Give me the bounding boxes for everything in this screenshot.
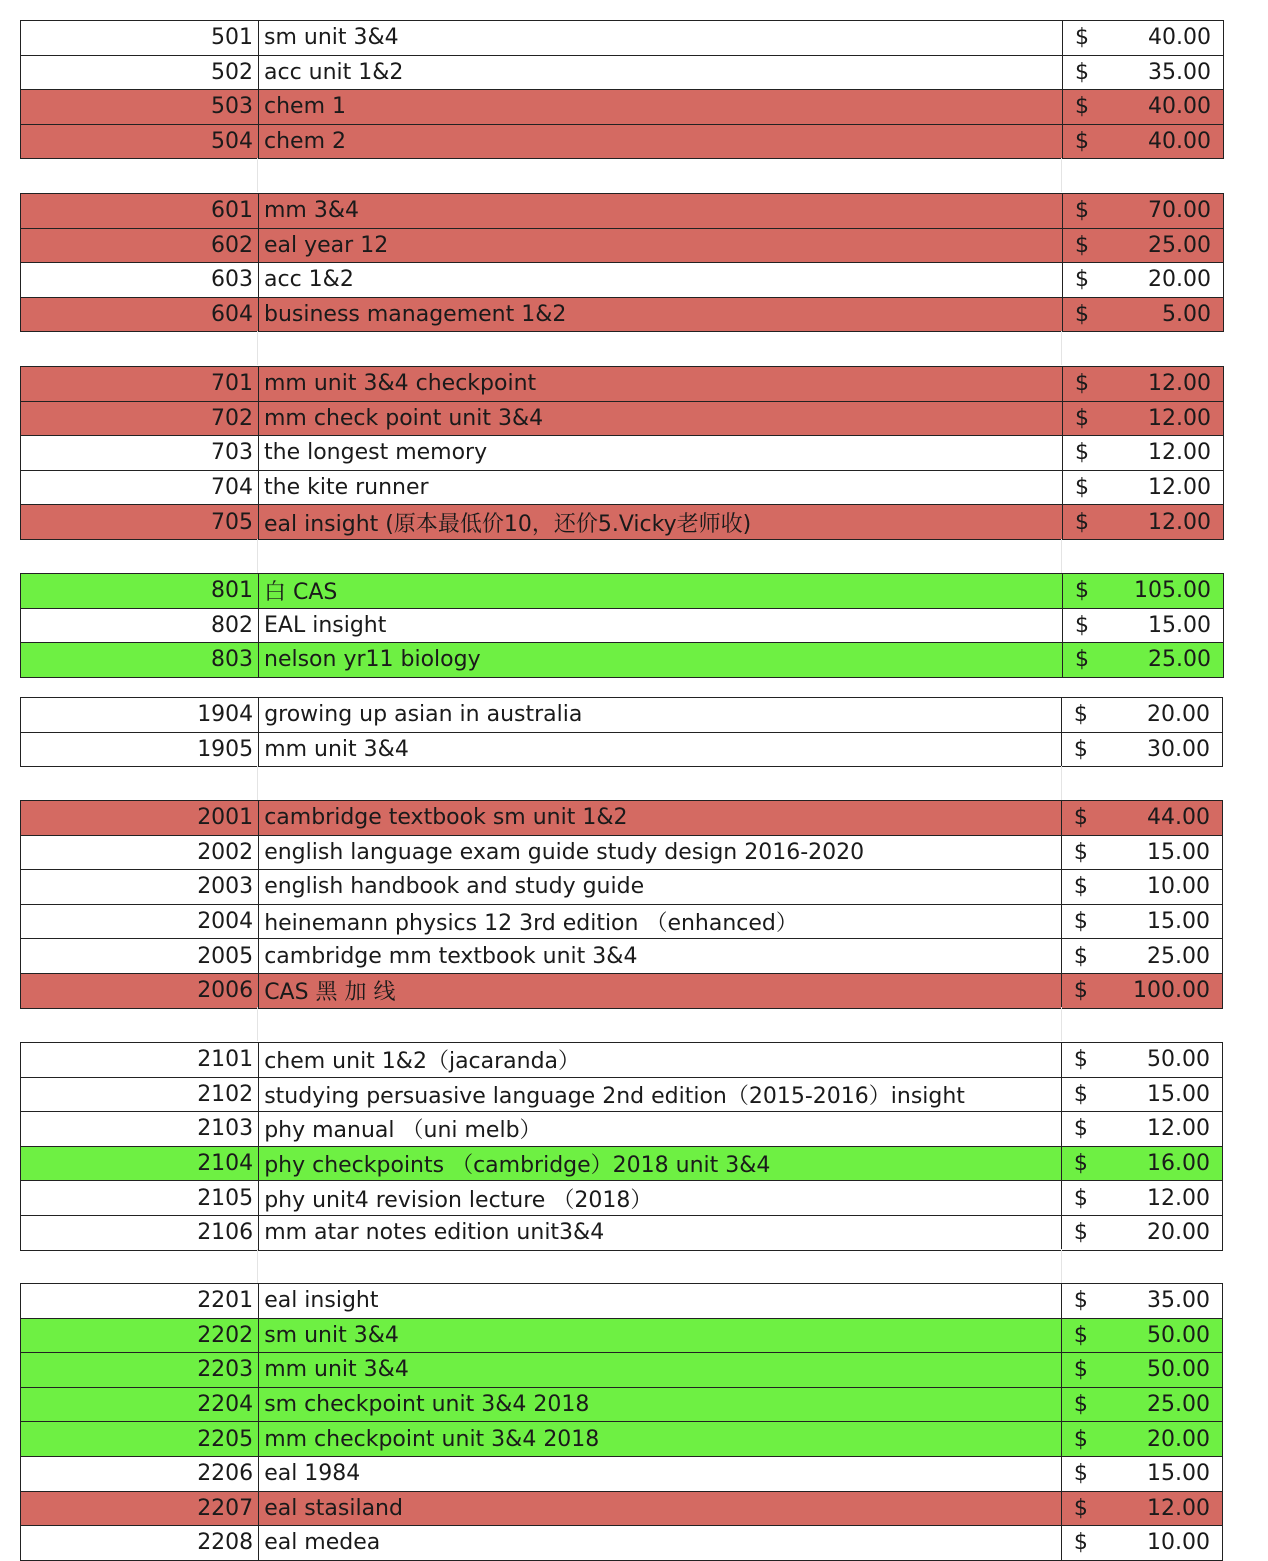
item-name: business management 1&2 bbox=[259, 297, 1063, 332]
item-name: heinemann physics 12 3rd edition （enhanced） bbox=[259, 904, 1062, 939]
item-number: 2203 bbox=[21, 1353, 259, 1388]
item-name: mm atar notes edition unit3&4 bbox=[259, 1215, 1062, 1250]
item-price: 35.00 bbox=[1117, 1284, 1222, 1319]
item-number: 2105 bbox=[21, 1181, 259, 1216]
table-row bbox=[21, 835, 1223, 870]
item-price: 35.00 bbox=[1119, 55, 1224, 90]
currency-symbol: $ bbox=[1061, 1284, 1117, 1319]
currency-symbol: $ bbox=[1061, 1422, 1117, 1457]
table-row bbox=[21, 1043, 1223, 1078]
item-number: 802 bbox=[21, 608, 259, 643]
item-name: mm 3&4 bbox=[259, 194, 1063, 229]
table-row bbox=[21, 1181, 1223, 1216]
item-number: 2206 bbox=[21, 1456, 259, 1491]
table-row bbox=[21, 436, 1224, 471]
spacer-row bbox=[20, 766, 1223, 800]
item-price: 12.00 bbox=[1119, 436, 1224, 471]
item-number: 1904 bbox=[21, 698, 259, 733]
item-number: 2004 bbox=[21, 904, 259, 939]
item-name: chem 1 bbox=[259, 90, 1063, 125]
item-number: 2104 bbox=[21, 1146, 259, 1181]
item-price: 25.00 bbox=[1117, 939, 1222, 974]
currency-symbol: $ bbox=[1063, 297, 1119, 332]
item-name: nelson yr11 biology bbox=[259, 643, 1063, 678]
currency-symbol: $ bbox=[1063, 505, 1119, 540]
table-row bbox=[21, 1284, 1223, 1319]
item-name: eal 1984 bbox=[259, 1456, 1062, 1491]
item-name: chem unit 1&2（jacaranda） bbox=[259, 1043, 1062, 1078]
item-number: 705 bbox=[21, 505, 259, 540]
table-row bbox=[21, 1491, 1223, 1526]
item-number: 2205 bbox=[21, 1422, 259, 1457]
table-row bbox=[21, 973, 1223, 1008]
item-name: the longest memory bbox=[259, 436, 1063, 471]
item-name: acc 1&2 bbox=[259, 263, 1063, 298]
item-name: cambridge textbook sm unit 1&2 bbox=[259, 801, 1062, 836]
item-price: 15.00 bbox=[1119, 608, 1224, 643]
table-row bbox=[21, 1422, 1223, 1457]
currency-symbol: $ bbox=[1061, 1318, 1117, 1353]
item-price: 50.00 bbox=[1117, 1043, 1222, 1078]
item-name: phy manual （uni melb） bbox=[259, 1112, 1062, 1147]
item-name: acc unit 1&2 bbox=[259, 55, 1063, 90]
item-number: 2005 bbox=[21, 939, 259, 974]
currency-symbol: $ bbox=[1063, 470, 1119, 505]
item-price: 20.00 bbox=[1117, 1215, 1222, 1250]
item-number: 2207 bbox=[21, 1491, 259, 1526]
item-name: english handbook and study guide bbox=[259, 870, 1062, 905]
item-number: 2208 bbox=[21, 1526, 259, 1561]
item-price: 12.00 bbox=[1119, 401, 1224, 436]
table-row bbox=[21, 1387, 1223, 1422]
item-price: 100.00 bbox=[1117, 973, 1222, 1008]
item-number: 502 bbox=[21, 55, 259, 90]
table-row bbox=[21, 732, 1223, 767]
spacer-row bbox=[20, 539, 1223, 573]
currency-symbol: $ bbox=[1061, 835, 1117, 870]
currency-symbol: $ bbox=[1061, 801, 1117, 836]
item-number: 801 bbox=[21, 574, 259, 609]
currency-symbol: $ bbox=[1063, 228, 1119, 263]
table-row bbox=[21, 401, 1224, 436]
currency-symbol: $ bbox=[1061, 973, 1117, 1008]
item-name: eal insight (原本最低价10，还价5.Vicky老师收) bbox=[259, 505, 1063, 540]
table-group-800 bbox=[20, 573, 1224, 678]
table-row bbox=[21, 194, 1224, 229]
item-price: 16.00 bbox=[1117, 1146, 1222, 1181]
currency-symbol: $ bbox=[1061, 1456, 1117, 1491]
item-name: studying persuasive language 2nd edition（2015-2016）insight bbox=[259, 1077, 1062, 1112]
currency-symbol: $ bbox=[1063, 367, 1119, 402]
item-number: 2106 bbox=[21, 1215, 259, 1250]
table-row bbox=[21, 574, 1224, 609]
table-row bbox=[21, 1353, 1223, 1388]
currency-symbol: $ bbox=[1063, 643, 1119, 678]
table-group-700 bbox=[20, 366, 1224, 540]
currency-symbol: $ bbox=[1063, 401, 1119, 436]
item-number: 504 bbox=[21, 124, 259, 159]
currency-symbol: $ bbox=[1061, 1491, 1117, 1526]
item-name: mm check point unit 3&4 bbox=[259, 401, 1063, 436]
table-group-2200 bbox=[20, 1283, 1223, 1561]
currency-symbol: $ bbox=[1061, 870, 1117, 905]
currency-symbol: $ bbox=[1061, 1146, 1117, 1181]
table-row bbox=[21, 801, 1223, 836]
item-name: CAS 黑 加 线 bbox=[259, 973, 1062, 1008]
item-number: 1905 bbox=[21, 732, 259, 767]
item-number: 604 bbox=[21, 297, 259, 332]
spacer-row bbox=[20, 1007, 1223, 1041]
item-price: 105.00 bbox=[1119, 574, 1224, 609]
table-row bbox=[21, 643, 1224, 678]
currency-symbol: $ bbox=[1061, 1353, 1117, 1388]
item-name: mm unit 3&4 bbox=[259, 1353, 1062, 1388]
table-row bbox=[21, 90, 1224, 125]
item-name: sm checkpoint unit 3&4 2018 bbox=[259, 1387, 1062, 1422]
item-number: 2102 bbox=[21, 1077, 259, 1112]
item-name: eal year 12 bbox=[259, 228, 1063, 263]
table-row bbox=[21, 939, 1223, 974]
currency-symbol: $ bbox=[1061, 939, 1117, 974]
item-price: 40.00 bbox=[1119, 21, 1224, 56]
currency-symbol: $ bbox=[1061, 1077, 1117, 1112]
item-number: 2101 bbox=[21, 1043, 259, 1078]
table-row bbox=[21, 1215, 1223, 1250]
item-price: 5.00 bbox=[1119, 297, 1224, 332]
item-price: 20.00 bbox=[1117, 698, 1222, 733]
item-number: 601 bbox=[21, 194, 259, 229]
currency-symbol: $ bbox=[1063, 124, 1119, 159]
currency-symbol: $ bbox=[1063, 608, 1119, 643]
item-number: 503 bbox=[21, 90, 259, 125]
table-row bbox=[21, 698, 1223, 733]
item-number: 704 bbox=[21, 470, 259, 505]
item-price: 50.00 bbox=[1117, 1318, 1222, 1353]
item-price: 10.00 bbox=[1117, 1526, 1222, 1561]
item-price: 12.00 bbox=[1119, 367, 1224, 402]
item-price: 15.00 bbox=[1117, 1456, 1222, 1491]
table-row bbox=[21, 1146, 1223, 1181]
table-group-2100 bbox=[20, 1042, 1223, 1251]
table-row bbox=[21, 124, 1224, 159]
item-number: 703 bbox=[21, 436, 259, 471]
table-row bbox=[21, 1526, 1223, 1561]
currency-symbol: $ bbox=[1061, 1215, 1117, 1250]
item-number: 2103 bbox=[21, 1112, 259, 1147]
item-price: 12.00 bbox=[1119, 470, 1224, 505]
currency-symbol: $ bbox=[1061, 1112, 1117, 1147]
item-number: 2202 bbox=[21, 1318, 259, 1353]
table-row bbox=[21, 1112, 1223, 1147]
item-price: 40.00 bbox=[1119, 124, 1224, 159]
currency-symbol: $ bbox=[1063, 194, 1119, 229]
table-row bbox=[21, 505, 1224, 540]
currency-symbol: $ bbox=[1061, 1387, 1117, 1422]
item-number: 2002 bbox=[21, 835, 259, 870]
table-row bbox=[21, 297, 1224, 332]
item-number: 2201 bbox=[21, 1284, 259, 1319]
currency-symbol: $ bbox=[1061, 1181, 1117, 1216]
table-row bbox=[21, 1456, 1223, 1491]
table-row bbox=[21, 21, 1224, 56]
currency-symbol: $ bbox=[1063, 263, 1119, 298]
item-price: 30.00 bbox=[1117, 732, 1222, 767]
item-number: 803 bbox=[21, 643, 259, 678]
table-group-600 bbox=[20, 193, 1224, 332]
item-name: eal medea bbox=[259, 1526, 1062, 1561]
item-number: 702 bbox=[21, 401, 259, 436]
item-name: phy checkpoints （cambridge）2018 unit 3&4 bbox=[259, 1146, 1062, 1181]
item-price: 20.00 bbox=[1119, 263, 1224, 298]
spacer-row bbox=[20, 331, 1223, 365]
item-price: 70.00 bbox=[1119, 194, 1224, 229]
item-price: 12.00 bbox=[1117, 1112, 1222, 1147]
table-row bbox=[21, 1318, 1223, 1353]
item-name: eal stasiland bbox=[259, 1491, 1062, 1526]
table-group-1900 bbox=[20, 697, 1223, 767]
currency-symbol: $ bbox=[1063, 21, 1119, 56]
currency-symbol: $ bbox=[1063, 436, 1119, 471]
item-name: mm unit 3&4 bbox=[259, 732, 1062, 767]
currency-symbol: $ bbox=[1061, 698, 1117, 733]
table-row bbox=[21, 263, 1224, 298]
item-name: cambridge mm textbook unit 3&4 bbox=[259, 939, 1062, 974]
currency-symbol: $ bbox=[1061, 1526, 1117, 1561]
table-row bbox=[21, 470, 1224, 505]
item-name: chem 2 bbox=[259, 124, 1063, 159]
item-price: 50.00 bbox=[1117, 1353, 1222, 1388]
table-row bbox=[21, 1077, 1223, 1112]
spacer-row bbox=[20, 158, 1223, 192]
item-name: phy unit4 revision lecture （2018） bbox=[259, 1181, 1062, 1216]
table-row bbox=[21, 55, 1224, 90]
item-price: 12.00 bbox=[1117, 1181, 1222, 1216]
item-number: 2003 bbox=[21, 870, 259, 905]
table-group-500 bbox=[20, 20, 1224, 159]
item-name: eal insight bbox=[259, 1284, 1062, 1319]
item-number: 2204 bbox=[21, 1387, 259, 1422]
item-price: 44.00 bbox=[1117, 801, 1222, 836]
item-number: 602 bbox=[21, 228, 259, 263]
currency-symbol: $ bbox=[1063, 574, 1119, 609]
currency-symbol: $ bbox=[1061, 904, 1117, 939]
item-name: mm unit 3&4 checkpoint bbox=[259, 367, 1063, 402]
item-price: 15.00 bbox=[1117, 835, 1222, 870]
item-name: growing up asian in australia bbox=[259, 698, 1062, 733]
table-row bbox=[21, 367, 1224, 402]
item-name: the kite runner bbox=[259, 470, 1063, 505]
item-price: 25.00 bbox=[1119, 228, 1224, 263]
item-price: 12.00 bbox=[1117, 1491, 1222, 1526]
item-price: 15.00 bbox=[1117, 1077, 1222, 1112]
item-number: 2001 bbox=[21, 801, 259, 836]
currency-symbol: $ bbox=[1063, 90, 1119, 125]
item-number: 701 bbox=[21, 367, 259, 402]
item-price: 15.00 bbox=[1117, 904, 1222, 939]
item-price: 25.00 bbox=[1117, 1387, 1222, 1422]
table-row bbox=[21, 228, 1224, 263]
item-number: 2006 bbox=[21, 973, 259, 1008]
item-name: sm unit 3&4 bbox=[259, 21, 1063, 56]
currency-symbol: $ bbox=[1063, 55, 1119, 90]
item-price: 12.00 bbox=[1119, 505, 1224, 540]
item-name: sm unit 3&4 bbox=[259, 1318, 1062, 1353]
table-row bbox=[21, 608, 1224, 643]
item-name: EAL insight bbox=[259, 608, 1063, 643]
spacer-row bbox=[20, 1249, 1223, 1283]
item-number: 603 bbox=[21, 263, 259, 298]
currency-symbol: $ bbox=[1061, 732, 1117, 767]
currency-symbol: $ bbox=[1061, 1043, 1117, 1078]
item-name: mm checkpoint unit 3&4 2018 bbox=[259, 1422, 1062, 1457]
table-group-2000 bbox=[20, 800, 1223, 1009]
item-name: english language exam guide study design 2016-2020 bbox=[259, 835, 1062, 870]
item-price: 20.00 bbox=[1117, 1422, 1222, 1457]
table-row bbox=[21, 904, 1223, 939]
item-price: 10.00 bbox=[1117, 870, 1222, 905]
table-row bbox=[21, 870, 1223, 905]
item-number: 501 bbox=[21, 21, 259, 56]
item-price: 40.00 bbox=[1119, 90, 1224, 125]
item-price: 25.00 bbox=[1119, 643, 1224, 678]
item-name: 白 CAS bbox=[259, 574, 1063, 609]
